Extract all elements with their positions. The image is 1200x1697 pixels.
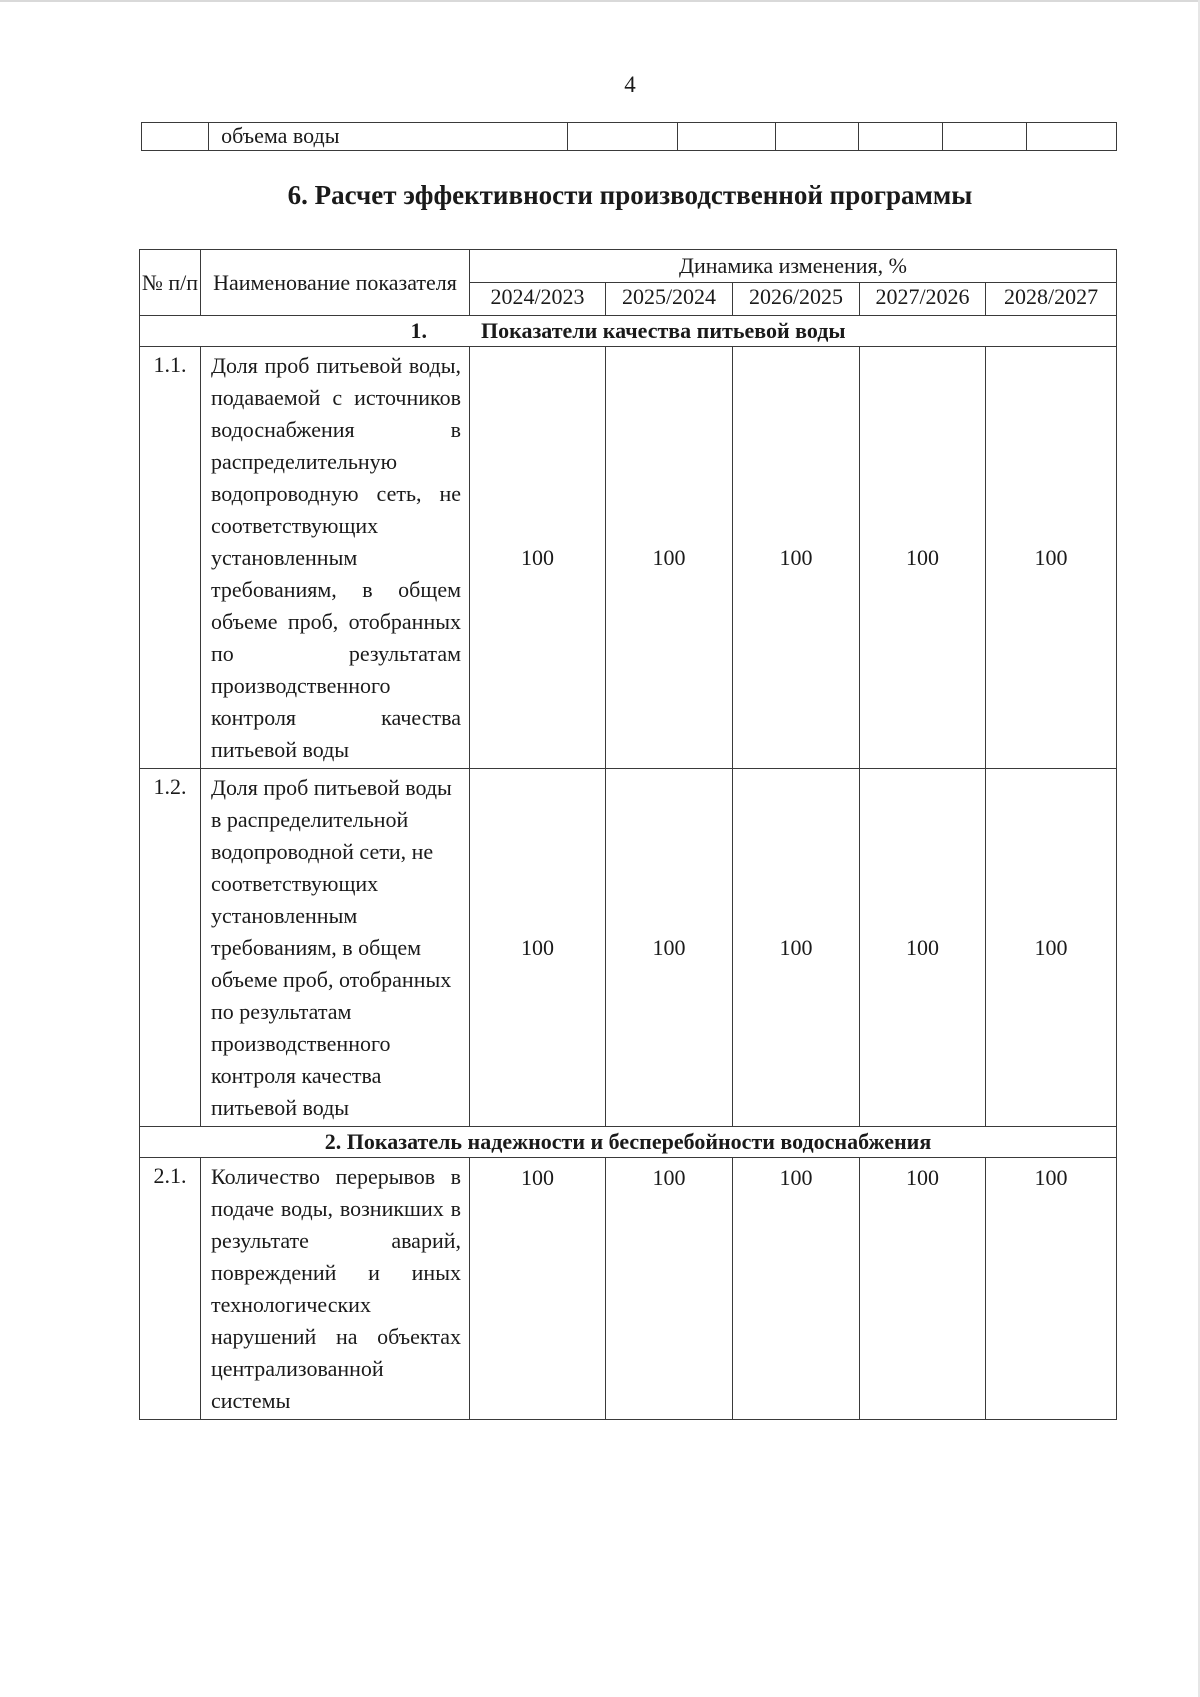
page-number: 4 (624, 72, 636, 97)
row-value: 100 (860, 769, 986, 1127)
header-year: 2024/2023 (470, 283, 606, 316)
header-name: Наименование показателя (201, 250, 470, 316)
row-value: 100 (606, 1158, 733, 1420)
table-row (140, 769, 1117, 1127)
row-value: 100 (606, 347, 733, 769)
row-value: 100 (733, 769, 860, 1127)
header-num: № п/п (140, 250, 201, 316)
table-cell (775, 123, 859, 151)
table-cell (1027, 123, 1117, 151)
carry-over-text: объема воды (209, 123, 568, 151)
section-row (140, 1127, 1117, 1158)
section-row (140, 316, 1117, 347)
row-value: 100 (986, 1158, 1117, 1420)
header-dynamics: Динамика изменения, % (470, 250, 1117, 283)
row-number: 1.2. (140, 769, 201, 1127)
header-row (140, 250, 1117, 283)
section-title (140, 316, 1117, 347)
header-year: 2028/2027 (986, 283, 1117, 316)
row-value: 100 (470, 1158, 606, 1420)
header-year: 2025/2024 (606, 283, 733, 316)
row-number: 2.1. (140, 1158, 201, 1420)
row-value: 100 (470, 769, 606, 1127)
row-number: 1.1. (140, 347, 201, 769)
table-row (140, 347, 1117, 769)
table-cell (943, 123, 1027, 151)
section-index: 1. (410, 318, 427, 343)
row-value: 100 (986, 347, 1117, 769)
section-label: Показатели качества питьевой воды (480, 318, 846, 343)
row-value: 100 (986, 769, 1117, 1127)
table-cell (568, 123, 678, 151)
scan-edge (0, 0, 1200, 2)
table-cell (859, 123, 943, 151)
table-cell (142, 123, 209, 151)
row-value: 100 (606, 769, 733, 1127)
section-heading: 6. Расчет эффективности производственной программы (287, 180, 973, 210)
table-row (142, 123, 1117, 151)
row-value: 100 (733, 347, 860, 769)
row-indicator-name: Доля проб питьевой воды, подаваемой с источников водоснабжения в распределительную водопроводную сеть, не соответствующих установленным требованиям, в общем объеме проб, отобранных по результатам производственного контроля качества питьевой воды (201, 347, 470, 769)
header-year: 2027/2026 (860, 283, 986, 316)
row-value: 100 (860, 1158, 986, 1420)
row-value: 100 (733, 1158, 860, 1420)
section-title: 2. Показатель надежности и бесперебойности водоснабжения (140, 1127, 1117, 1158)
table-cell (677, 123, 775, 151)
row-value: 100 (860, 347, 986, 769)
row-value: 100 (470, 347, 606, 769)
row-indicator-name: Доля проб питьевой воды в распределительной водопроводной сети, не соответствующих установленным требованиям, в общем объеме проб, отобранных по результатам производственного контроля качества питьевой воды (201, 769, 470, 1127)
row-indicator-name: Количество перерывов в подаче воды, возникших в результате аварий, повреждений и иных технологических нарушений на объектах централизованной системы (201, 1158, 470, 1420)
header-year: 2026/2025 (733, 283, 860, 316)
efficiency-table (139, 249, 1117, 1420)
table-row (140, 1158, 1117, 1420)
carry-over-table (141, 122, 1117, 151)
